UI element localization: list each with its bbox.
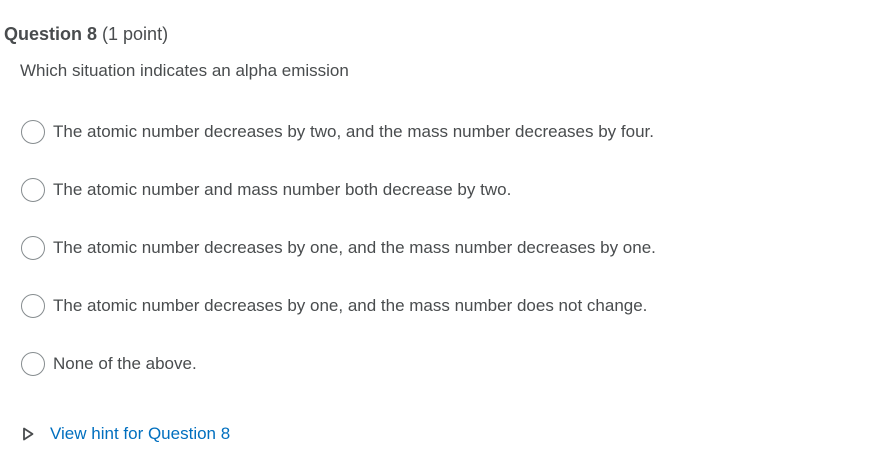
- answer-option-3[interactable]: [21, 232, 656, 264]
- question-number: Question 8: [4, 24, 98, 44]
- radio-button[interactable]: [21, 352, 45, 376]
- radio-button[interactable]: [21, 236, 45, 260]
- answer-option-2[interactable]: [21, 174, 656, 206]
- hint-toggle[interactable]: [22, 422, 230, 446]
- radio-button[interactable]: [21, 294, 45, 318]
- radio-button[interactable]: [21, 120, 45, 144]
- answer-option-label[interactable]: The atomic number decreases by one, and the mass number decreases by one.: [53, 238, 656, 257]
- question-text: Which situation indicates an alpha emission: [20, 61, 349, 80]
- answer-option-label[interactable]: The atomic number and mass number both decrease by two.: [53, 180, 512, 199]
- answer-option-1[interactable]: [21, 116, 656, 148]
- answer-option-5[interactable]: [21, 348, 656, 380]
- answer-option-4[interactable]: [21, 290, 656, 322]
- answer-option-label[interactable]: None of the above.: [53, 354, 197, 373]
- caret-right-icon[interactable]: [22, 427, 34, 441]
- view-hint-link[interactable]: View hint for Question 8: [50, 424, 231, 443]
- radio-button[interactable]: [21, 178, 45, 202]
- answer-option-label[interactable]: The atomic number decreases by two, and the mass number decreases by four.: [53, 122, 654, 141]
- question-header: [4, 22, 168, 46]
- question-points: (1 point): [102, 24, 169, 44]
- answer-option-label[interactable]: The atomic number decreases by one, and the mass number does not change.: [53, 296, 648, 315]
- answer-choices: [21, 116, 656, 406]
